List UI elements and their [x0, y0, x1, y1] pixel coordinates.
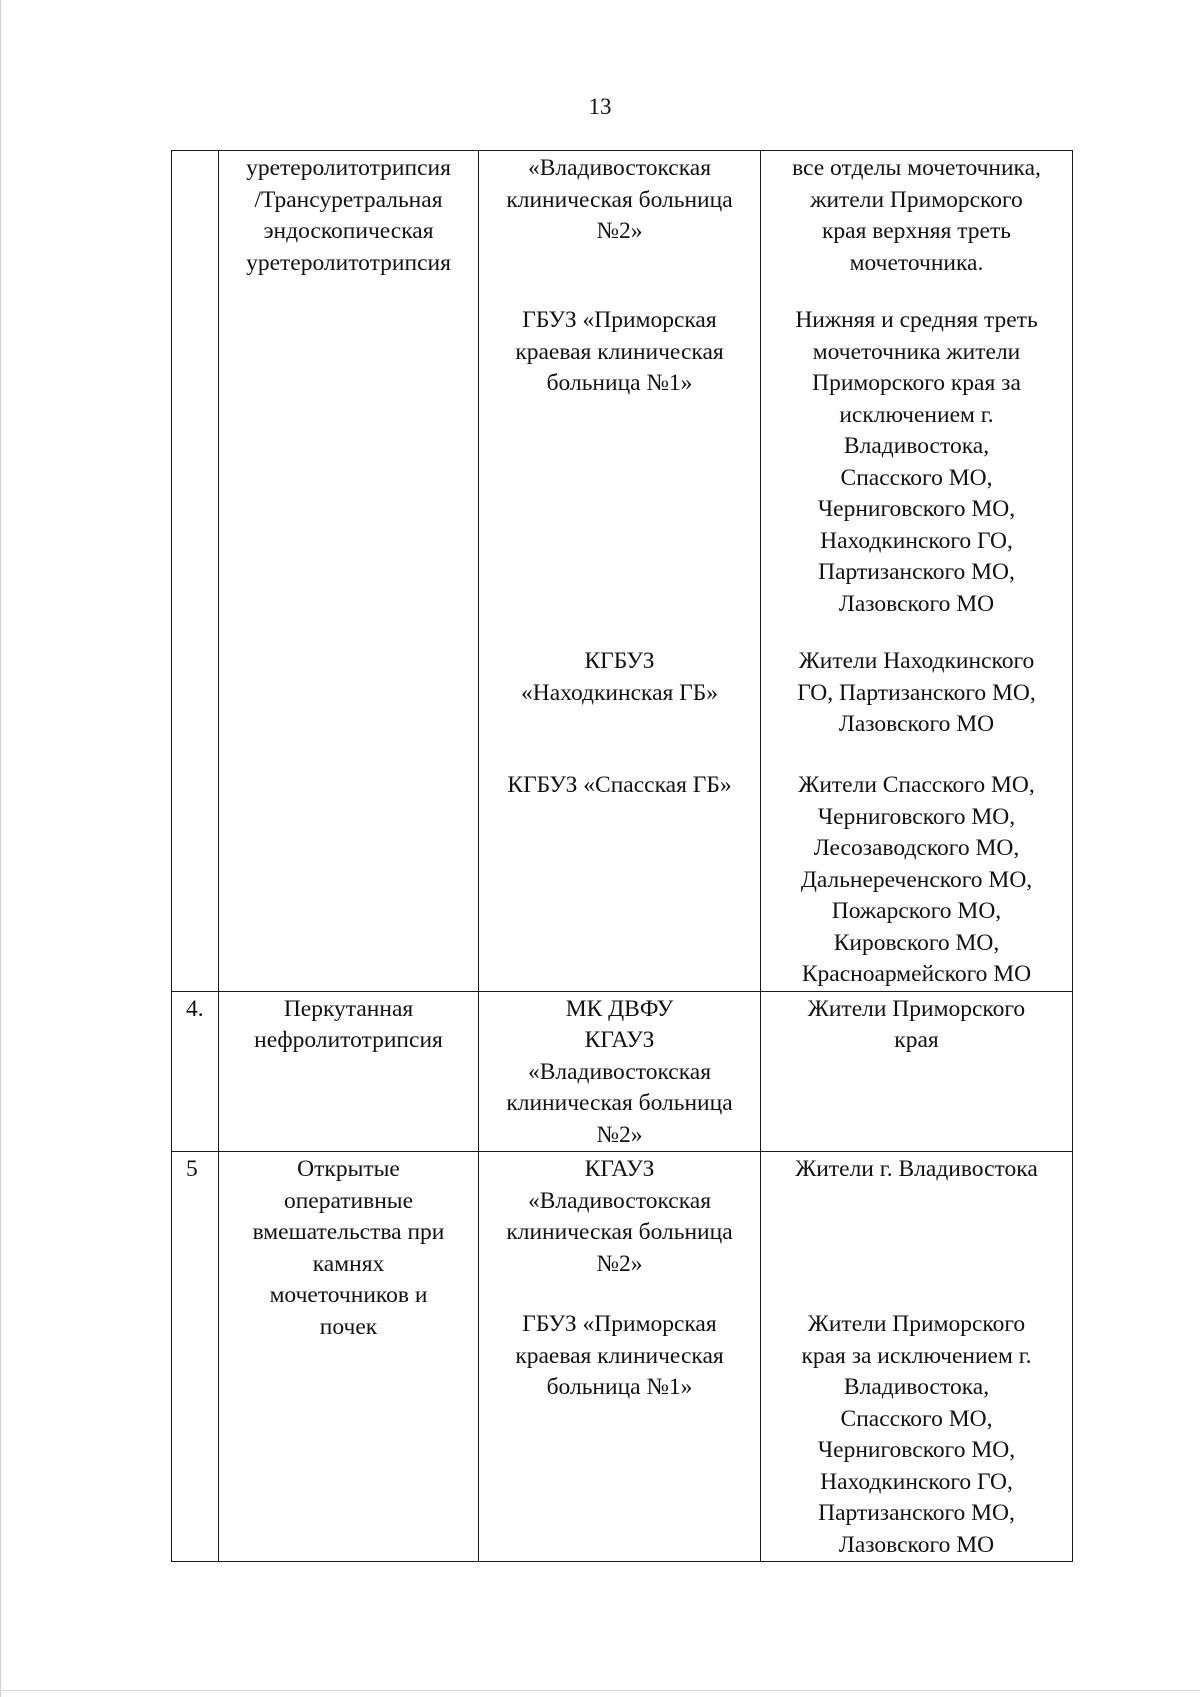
population-text: Жители Приморского края [807, 995, 1026, 1053]
scan-edge [0, 0, 1, 1697]
procedure-name: уретеролитотрипсия /Трансуретральная эндоскопическая уретеролитотрипсия [246, 155, 451, 276]
referral-table [171, 150, 1073, 1562]
institution-name: «Владивостокская клиническая больница №2» [506, 155, 733, 244]
population-text: Жители Находкинского ГО, Партизанского МО, Лазовского МО [797, 648, 1036, 737]
procedure-name: Открытые оперативные вмешательства при камнях мочеточников и почек [252, 1156, 445, 1340]
institution-cell [479, 151, 761, 992]
procedure-cell [219, 151, 479, 992]
table-row [172, 991, 1073, 1152]
institution-name: ГБУЗ «Приморская краевая клиническая больница №1» [515, 307, 724, 396]
population-text: все отделы мочеточника, жители Приморского края верхняя треть мочеточника. [792, 155, 1041, 276]
row-number: 5 [186, 1156, 198, 1182]
population-cell [761, 991, 1073, 1152]
population-text: Жители Приморского края за исключением г. Владивостока, Спасского МО, Черниговского МО, Находкинского ГО, Партизанского МО, Лазовского МО [801, 1311, 1032, 1558]
table-row [172, 1152, 1073, 1562]
population-cell [761, 1152, 1073, 1562]
institution-name: МК ДВФУ КГАУЗ «Владивостокская клиническая больница №2» [506, 995, 733, 1148]
row-number-cell [172, 991, 219, 1152]
population-text: Жители г. Владивостока [795, 1156, 1038, 1182]
population-cell [761, 151, 1073, 992]
scan-edge [0, 1690, 1200, 1691]
institution-name: ГБУЗ «Приморская краевая клиническая больница №1» [515, 1311, 724, 1400]
procedure-name: Перкутанная нефролитотрипсия [254, 995, 443, 1053]
institution-name: КГБУЗ «Спасская ГБ» [507, 772, 732, 798]
procedure-cell [219, 1152, 479, 1562]
page-number: 13 [588, 94, 612, 119]
institution-name: КГАУЗ «Владивостокская клиническая больница №2» [506, 1156, 733, 1277]
row-number: 4. [186, 995, 204, 1022]
population-text: Жители Спасского МО, Черниговского МО, Лесозаводского МО, Дальнереченского МО, Пожарского МО, Кировского МО, Красноармейского МО [798, 772, 1035, 987]
row-number-cell [172, 151, 219, 992]
table-row [172, 151, 1073, 992]
procedure-cell [219, 991, 479, 1152]
institution-cell [479, 1152, 761, 1562]
row-number [180, 151, 218, 153]
population-text: Нижняя и средняя треть мочеточника жители Приморского края за исключением г. Владивостока, Спасского МО, Черниговского МО, Находкинского ГО, Партизанского МО, Лазовского МО [795, 307, 1038, 617]
institution-cell [479, 991, 761, 1152]
row-number-cell [172, 1152, 219, 1562]
institution-name: КГБУЗ «Находкинская ГБ» [520, 648, 719, 706]
